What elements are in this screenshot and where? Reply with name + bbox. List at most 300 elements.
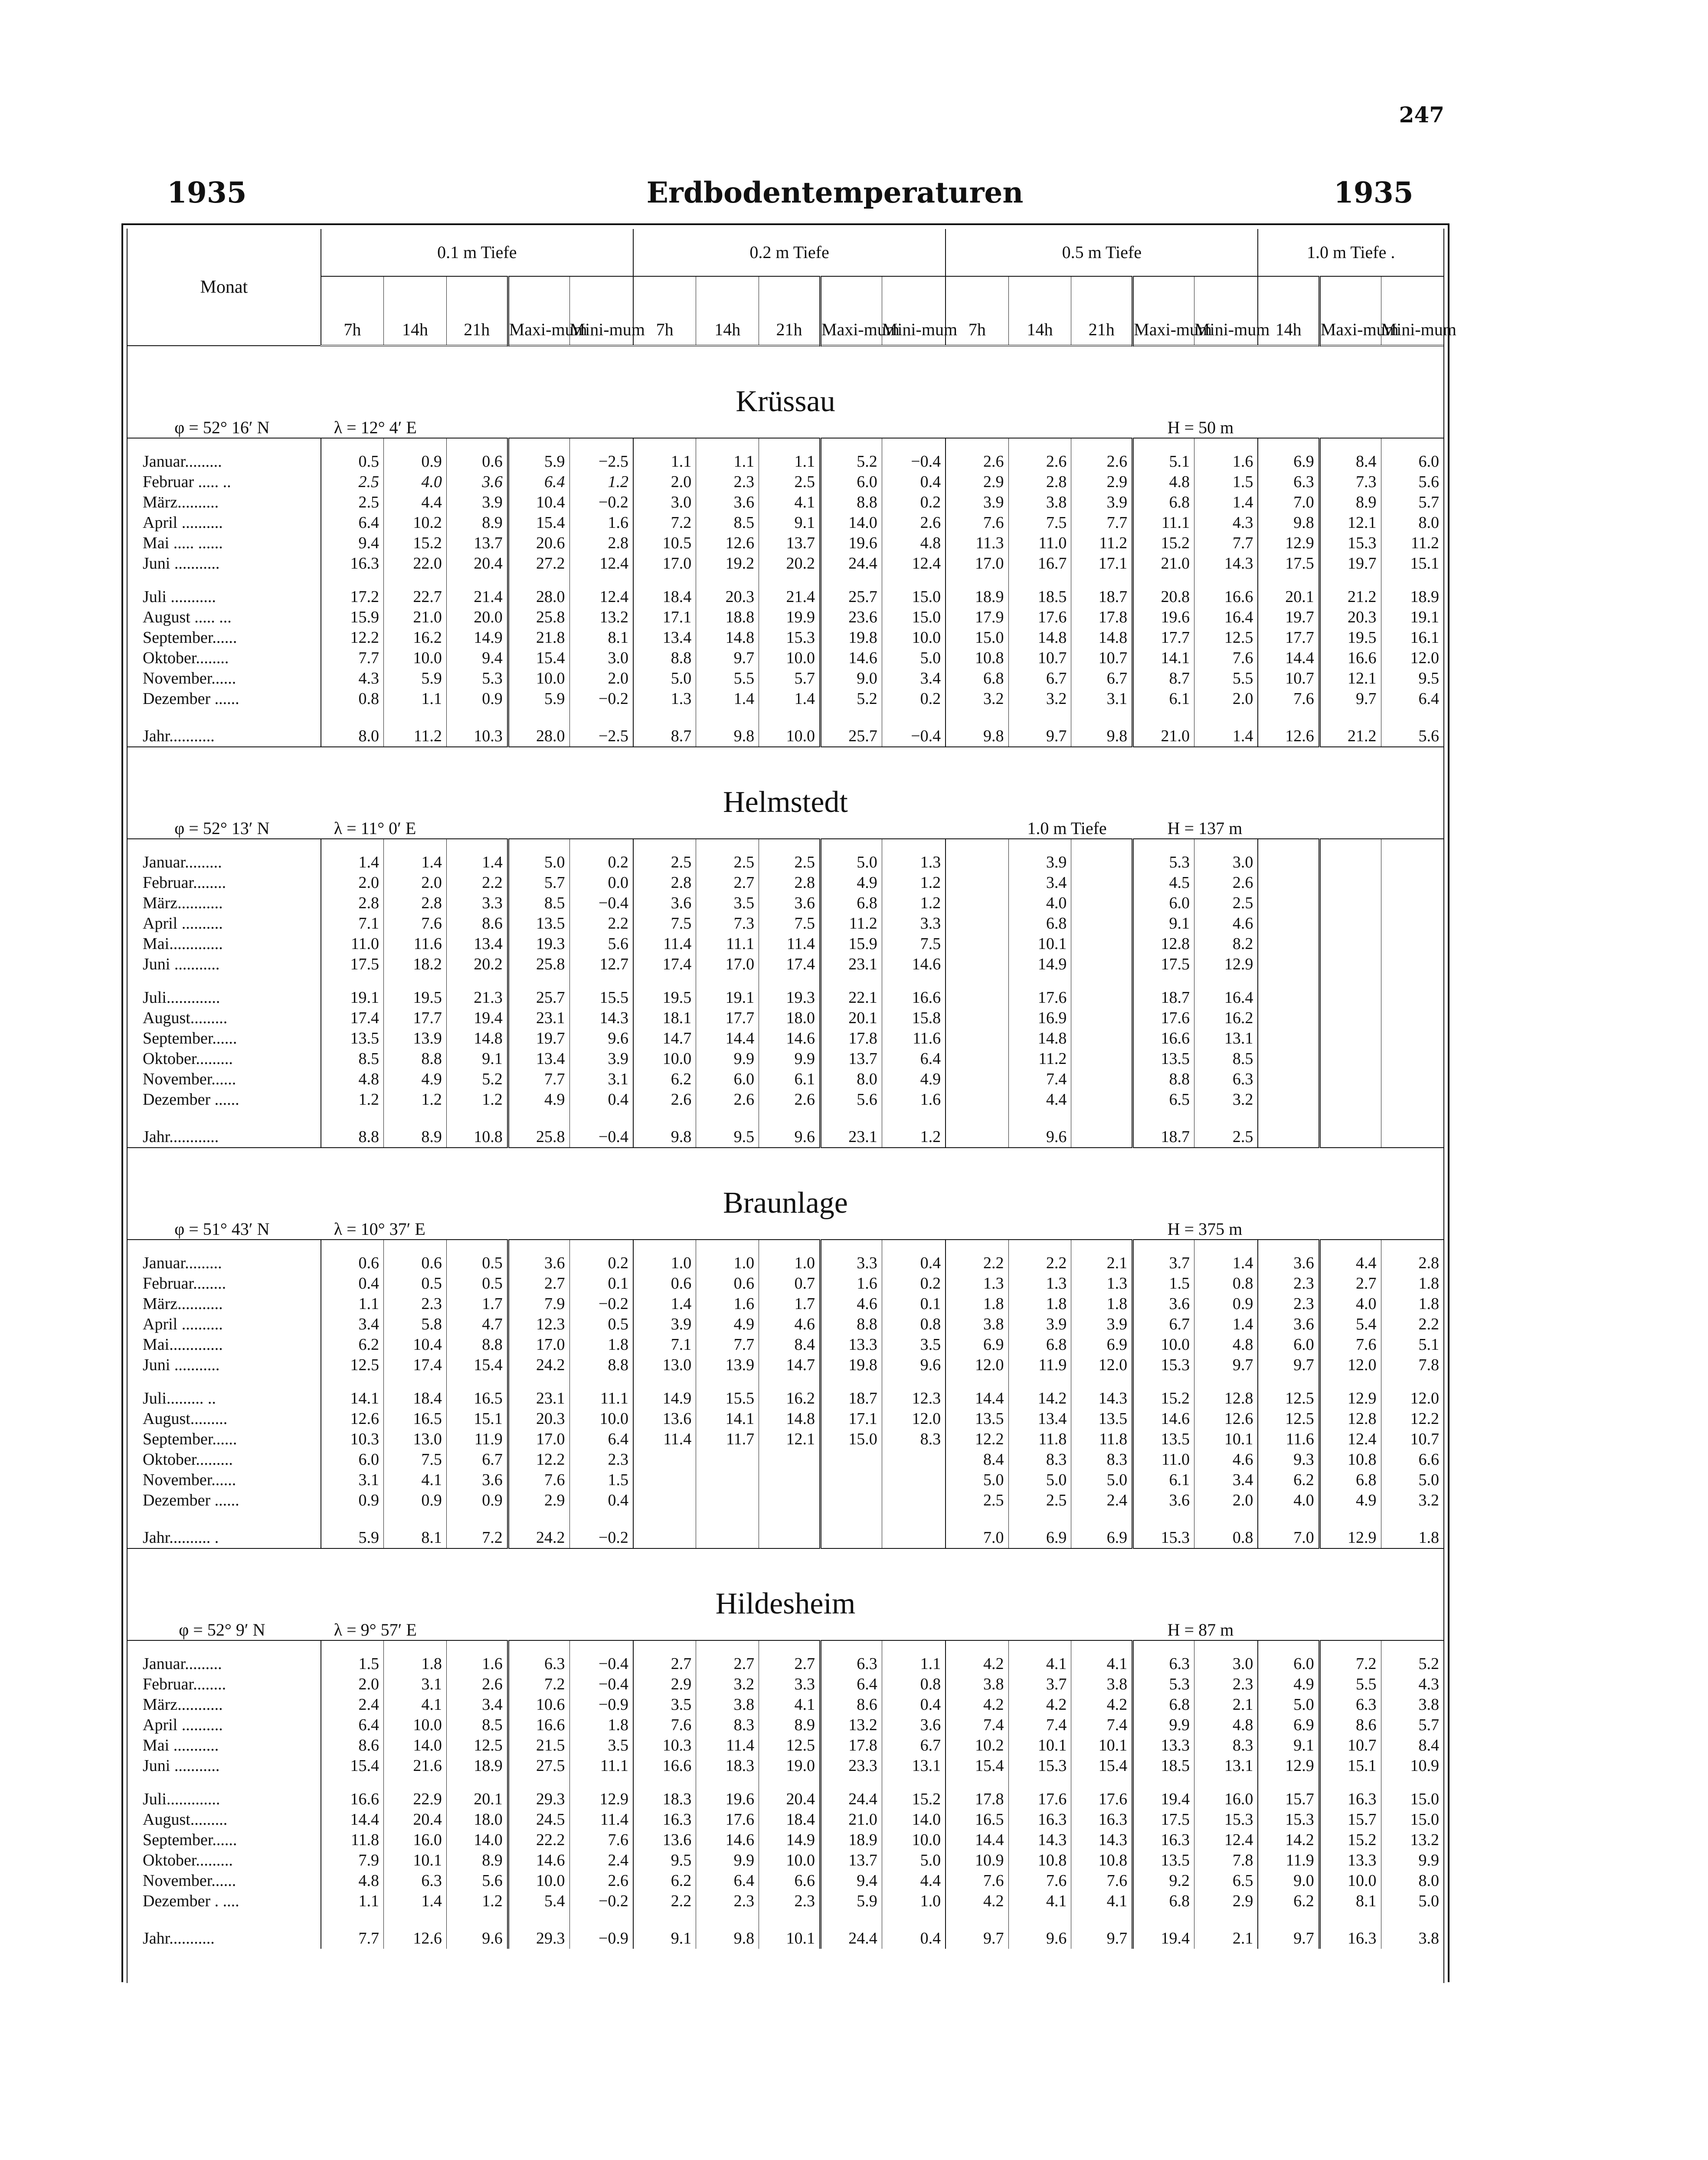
value-cell [882, 1450, 946, 1470]
spacer-cell [696, 1110, 759, 1123]
value-cell: 10.5 [633, 533, 696, 553]
spacer-cell [1071, 1110, 1133, 1123]
value-cell: −0.9 [569, 1695, 633, 1715]
value-cell: 10.2 [384, 513, 447, 533]
spacer-cell [1008, 975, 1071, 988]
value-cell: 19.1 [1410, 608, 1439, 626]
value-cell: 20.3 [1319, 607, 1381, 628]
value-cell: 16.3 [1008, 1810, 1071, 1830]
spacer-cell [508, 574, 569, 587]
value-cell [696, 1470, 759, 1490]
value-cell: 4.9 [508, 1090, 569, 1110]
value-cell: 4.1 [759, 492, 821, 513]
value-cell [946, 1008, 1008, 1028]
value-cell: 12.9 [1258, 533, 1319, 553]
value-cell: 8.1 [384, 1524, 447, 1548]
value-cell: 12.6 [1258, 722, 1319, 747]
month-label: Dezember . .... [128, 1891, 321, 1911]
value-cell [946, 988, 1008, 1008]
value-cell: 8.4 [1319, 452, 1381, 472]
value-cell: 3.9 [446, 492, 508, 513]
value-cell: 2.6 [946, 452, 1008, 472]
spacer-cell [882, 1776, 946, 1789]
value-cell: 11.4 [569, 1810, 633, 1830]
value-cell: 7.6 [946, 513, 1008, 533]
value-cell: 12.1 [1319, 513, 1381, 533]
value-cell: 23.1 [508, 1008, 569, 1028]
value-cell: 14.4 [696, 1028, 759, 1049]
value-cell: 15.0 [946, 628, 1008, 648]
month-label: Jahr........... [128, 722, 321, 747]
spacer-cell [128, 1375, 321, 1388]
value-cell: 8.5 [446, 1715, 508, 1735]
table-row [128, 954, 1443, 975]
value-cell: 9.8 [696, 722, 759, 747]
value-cell: 6.4 [321, 513, 384, 533]
value-cell: 3.2 [1008, 689, 1071, 709]
spacer-cell [759, 1640, 821, 1654]
value-cell: −0.4 [882, 452, 946, 472]
spacer-cell [696, 438, 759, 452]
value-cell [1071, 988, 1133, 1008]
value-cell: 9.8 [633, 1123, 696, 1148]
spacer-cell [820, 1375, 882, 1388]
spacer-cell [446, 438, 508, 452]
value-cell: 6.1 [1133, 1470, 1194, 1490]
value-cell: 9.7 [1071, 1924, 1133, 1949]
value-cell: 24.4 [820, 1924, 882, 1949]
value-cell: 5.2 [820, 689, 882, 709]
spacer-cell [1381, 975, 1443, 988]
month-label: Juli............. [128, 988, 321, 1008]
value-cell: 12.3 [882, 1388, 946, 1409]
value-cell: 14.3 [1194, 553, 1258, 574]
spacer-cell [569, 1640, 633, 1654]
station-height: H = 375 m [1133, 1213, 1443, 1240]
value-cell: 16.6 [321, 1789, 384, 1810]
value-cell: 12.0 [1410, 649, 1439, 667]
table-row [128, 533, 1443, 553]
value-cell: 12.9 [1319, 1524, 1381, 1548]
value-cell: 5.7 [1418, 1716, 1439, 1734]
value-cell: 2.3 [1258, 1294, 1319, 1314]
value-cell: 2.3 [696, 472, 759, 492]
table-row [128, 1470, 1443, 1490]
value-cell: 14.9 [633, 1388, 696, 1409]
value-cell: 10.7 [1410, 1430, 1439, 1448]
value-cell: 3.7 [1008, 1674, 1071, 1695]
value-cell: 1.4 [1194, 492, 1258, 513]
value-cell: 15.2 [1319, 1830, 1381, 1850]
spacer-cell [1381, 1640, 1443, 1654]
spacer-cell [569, 709, 633, 722]
value-cell: 6.9 [1008, 1524, 1071, 1548]
value-cell: 6.2 [1258, 1891, 1319, 1911]
month-label: Mai............. [128, 1335, 321, 1355]
spacer-row [128, 1375, 1443, 1388]
value-cell: 12.9 [1319, 1388, 1381, 1409]
value-cell: 0.4 [882, 472, 946, 492]
value-cell: 25.7 [820, 722, 882, 747]
depth-header-0-5m: 0.5 m Tiefe [946, 229, 1258, 276]
value-cell: 6.7 [882, 1735, 946, 1756]
value-cell: 2.6 [882, 513, 946, 533]
month-label: November...... [128, 1470, 321, 1490]
spacer-cell [1008, 709, 1071, 722]
value-cell: 29.3 [508, 1924, 569, 1949]
value-cell: 9.9 [759, 1049, 821, 1069]
value-cell: 7.5 [633, 913, 696, 934]
value-cell: 1.8 [946, 1294, 1008, 1314]
station-height: H = 137 m [1133, 812, 1443, 839]
value-cell: 2.1 [1194, 1695, 1258, 1715]
value-cell: 20.1 [1258, 587, 1319, 607]
spacer-cell [882, 1375, 946, 1388]
value-cell: 16.9 [1008, 1008, 1071, 1028]
value-cell [1258, 1090, 1319, 1110]
value-cell: 0.9 [1194, 1294, 1258, 1314]
value-cell: 6.9 [1258, 452, 1319, 472]
value-cell: 2.8 [321, 893, 384, 913]
month-label: Oktober........ [128, 648, 321, 668]
value-cell: 12.6 [696, 533, 759, 553]
spacer-cell [759, 438, 821, 452]
value-cell [1381, 1069, 1443, 1090]
value-cell: 2.5 [321, 472, 384, 492]
value-cell: 10.3 [321, 1429, 384, 1450]
value-cell: 3.0 [633, 492, 696, 513]
spacer-cell [384, 1511, 447, 1524]
value-cell: 1.8 [569, 1715, 633, 1735]
value-cell: 4.1 [759, 1695, 821, 1715]
value-cell: 25.7 [508, 988, 569, 1008]
value-cell: 8.7 [633, 722, 696, 747]
value-cell: 25.7 [820, 587, 882, 607]
value-cell: 24.4 [820, 1789, 882, 1810]
value-cell: 20.6 [508, 533, 569, 553]
value-cell [1258, 934, 1319, 954]
value-cell: −0.2 [569, 1294, 633, 1314]
value-cell [1319, 1123, 1381, 1148]
value-cell: 11.4 [759, 934, 821, 954]
spacer-cell [569, 1911, 633, 1924]
value-cell: 15.3 [759, 628, 821, 648]
spacer-cell [946, 1375, 1008, 1388]
value-cell: 13.1 [1194, 1028, 1258, 1049]
value-cell: 12.5 [1194, 628, 1258, 648]
spacer-cell [1381, 839, 1443, 852]
value-cell: 6.4 [882, 1049, 946, 1069]
value-cell: 10.0 [1319, 1871, 1381, 1891]
value-cell: 11.0 [1133, 1450, 1194, 1470]
value-cell: 14.7 [633, 1028, 696, 1049]
value-cell: 16.4 [1194, 988, 1258, 1008]
col-header-g3-min: Mini-mum [1194, 276, 1258, 346]
spacer-cell [1194, 1375, 1258, 1388]
month-label: Juni ........... [128, 1756, 321, 1776]
value-cell: 10.0 [384, 648, 447, 668]
value-cell: 8.0 [1418, 514, 1439, 532]
value-cell: 14.4 [321, 1810, 384, 1830]
value-cell: 19.7 [1258, 607, 1319, 628]
month-label: Juli......... .. [128, 1388, 321, 1409]
value-cell: 7.7 [321, 648, 384, 668]
value-cell: 1.4 [321, 852, 384, 873]
spacer-cell [128, 709, 321, 722]
value-cell [1381, 934, 1443, 954]
value-cell: 12.4 [1194, 1830, 1258, 1850]
spacer-cell [633, 1511, 696, 1524]
spacer-cell [128, 574, 321, 587]
value-cell: 27.2 [508, 553, 569, 574]
spacer-row [128, 1240, 1443, 1253]
spacer-cell [446, 1375, 508, 1388]
col-header-g1-min: Mini-mum [569, 276, 633, 346]
spacer-cell [946, 1911, 1008, 1924]
spacer-cell [569, 574, 633, 587]
value-cell: 9.6 [1008, 1123, 1071, 1148]
value-cell: 6.7 [1071, 668, 1133, 689]
spacer-cell [321, 1640, 384, 1654]
spacer-cell [128, 1240, 321, 1253]
value-cell [946, 1069, 1008, 1090]
value-cell: 11.1 [1133, 513, 1194, 533]
value-cell: 7.4 [1071, 1715, 1133, 1735]
value-cell: 14.0 [820, 513, 882, 533]
value-cell: 9.0 [1258, 1871, 1319, 1891]
value-cell: 6.5 [1133, 1090, 1194, 1110]
value-cell: 13.7 [820, 1850, 882, 1871]
value-cell: 1.4 [1194, 1314, 1258, 1335]
value-cell [1319, 1049, 1381, 1069]
value-cell: 0.6 [321, 1253, 384, 1273]
value-cell: 19.9 [759, 607, 821, 628]
value-cell: 17.7 [1133, 628, 1194, 648]
value-cell: 19.1 [696, 988, 759, 1008]
value-cell: 19.6 [820, 533, 882, 553]
value-cell: 3.6 [1258, 1314, 1319, 1335]
value-cell: 0.9 [384, 452, 447, 472]
value-cell: 25.8 [508, 1123, 569, 1148]
value-cell: 2.1 [1194, 1924, 1258, 1949]
value-cell: 23.3 [820, 1756, 882, 1776]
value-cell: 1.2 [321, 1090, 384, 1110]
value-cell: 15.3 [1008, 1756, 1071, 1776]
value-cell: 10.1 [1194, 1429, 1258, 1450]
value-cell: 7.2 [446, 1524, 508, 1548]
month-label: April .......... [128, 513, 321, 533]
value-cell: 6.3 [384, 1871, 447, 1891]
value-cell: 17.7 [1258, 628, 1319, 648]
value-cell: 14.4 [946, 1830, 1008, 1850]
value-cell: 15.1 [1410, 554, 1439, 573]
spacer-cell [446, 1110, 508, 1123]
value-cell: −0.4 [569, 893, 633, 913]
spacer-cell [1258, 1911, 1319, 1924]
table-row [128, 492, 1443, 513]
value-cell: 17.0 [508, 1429, 569, 1450]
value-cell: 2.5 [759, 852, 821, 873]
spacer-cell [1381, 1110, 1443, 1123]
value-cell [1381, 1123, 1443, 1148]
value-cell: 2.9 [1194, 1891, 1258, 1911]
value-cell: 4.4 [1008, 1090, 1071, 1110]
value-cell: 14.7 [759, 1355, 821, 1375]
col-header-g1-max: Maxi-mum [508, 276, 569, 346]
value-cell: 15.0 [882, 587, 946, 607]
spacer-cell [321, 975, 384, 988]
value-cell: 9.5 [633, 1850, 696, 1871]
value-cell: 9.9 [1133, 1715, 1194, 1735]
value-cell: 1.2 [384, 1090, 447, 1110]
value-cell: 3.5 [633, 1695, 696, 1715]
value-cell: 1.4 [384, 852, 447, 873]
value-cell: 17.5 [1258, 553, 1319, 574]
value-cell: 18.1 [633, 1008, 696, 1028]
value-cell: 12.7 [569, 954, 633, 975]
value-cell: 2.6 [569, 1871, 633, 1891]
value-cell: 13.7 [446, 533, 508, 553]
value-cell: 2.0 [321, 873, 384, 893]
value-cell [946, 954, 1008, 975]
table-row [128, 1355, 1443, 1375]
value-cell: 7.6 [508, 1470, 569, 1490]
value-cell: 2.3 [759, 1891, 821, 1911]
spacer-row [128, 1110, 1443, 1123]
value-cell: 4.6 [759, 1314, 821, 1335]
value-cell: 10.1 [1008, 1735, 1071, 1756]
spacer-cell [882, 1110, 946, 1123]
value-cell [1319, 873, 1381, 893]
value-cell: 11.8 [1071, 1429, 1133, 1450]
value-cell: 13.5 [1133, 1429, 1194, 1450]
spacer-cell [633, 839, 696, 852]
spacer-cell [759, 839, 821, 852]
value-cell: 18.5 [1008, 587, 1071, 607]
spacer-cell [384, 839, 447, 852]
value-cell: 12.4 [569, 587, 633, 607]
value-cell: 13.1 [1194, 1756, 1258, 1776]
spacer-cell [508, 1110, 569, 1123]
value-cell: 0.4 [321, 1273, 384, 1294]
table-row [128, 1891, 1443, 1911]
value-cell: 3.6 [696, 492, 759, 513]
spacer-cell [1319, 1110, 1381, 1123]
table-row [128, 1273, 1443, 1294]
value-cell: 19.2 [696, 553, 759, 574]
value-cell: 12.6 [321, 1409, 384, 1429]
value-cell: 4.8 [1133, 472, 1194, 492]
value-cell: 13.9 [384, 1028, 447, 1049]
value-cell: 5.5 [696, 668, 759, 689]
value-cell [633, 1490, 696, 1511]
value-cell: 15.2 [1133, 533, 1194, 553]
value-cell: 6.0 [1418, 452, 1439, 471]
value-cell: 7.4 [1008, 1069, 1071, 1090]
value-cell: 14.2 [1258, 1830, 1319, 1850]
value-cell: 6.1 [759, 1069, 821, 1090]
value-cell: 22.9 [384, 1789, 447, 1810]
value-cell: 4.7 [446, 1314, 508, 1335]
table-row [128, 1654, 1443, 1674]
value-cell: 7.7 [1071, 513, 1133, 533]
spacer-cell [446, 1911, 508, 1924]
spacer-cell [946, 438, 1008, 452]
spacer-cell [384, 709, 447, 722]
value-cell: 5.0 [882, 1850, 946, 1871]
table-row [128, 607, 1443, 628]
value-cell: 16.1 [1410, 628, 1439, 647]
value-cell: 11.9 [1008, 1355, 1071, 1375]
value-cell: 8.4 [1418, 1736, 1439, 1754]
value-cell: 24.4 [820, 553, 882, 574]
spacer-cell [1319, 1375, 1381, 1388]
value-cell: 1.0 [882, 1891, 946, 1911]
value-cell: 10.8 [446, 1123, 508, 1148]
value-cell: 5.4 [1319, 1314, 1381, 1335]
value-cell: 8.8 [569, 1355, 633, 1375]
value-cell: 5.1 [1133, 452, 1194, 472]
value-cell: 5.9 [508, 452, 569, 472]
value-cell: 17.8 [1071, 607, 1133, 628]
value-cell: 11.4 [696, 1735, 759, 1756]
month-label: August ..... ... [128, 607, 321, 628]
spacer-cell [1258, 1110, 1319, 1123]
value-cell [1319, 913, 1381, 934]
value-cell: 19.5 [633, 988, 696, 1008]
value-cell: 1.3 [882, 852, 946, 873]
month-label: Juni ........... [128, 954, 321, 975]
value-cell: 8.3 [882, 1429, 946, 1450]
value-cell: 1.2 [446, 1891, 508, 1911]
value-cell: 6.0 [696, 1069, 759, 1090]
value-cell: 5.6 [569, 934, 633, 954]
spacer-cell [946, 709, 1008, 722]
value-cell: 15.1 [1319, 1756, 1381, 1776]
spacer-cell [508, 709, 569, 722]
spacer-cell [1319, 709, 1381, 722]
spacer-cell [633, 1375, 696, 1388]
spacer-cell [759, 1375, 821, 1388]
spacer-cell [759, 1911, 821, 1924]
value-cell: 7.6 [1008, 1871, 1071, 1891]
value-cell: 2.3 [569, 1450, 633, 1470]
spacer-cell [820, 438, 882, 452]
value-cell: 12.8 [1133, 934, 1194, 954]
month-label: Jahr........... [128, 1924, 321, 1949]
value-cell: 15.7 [1258, 1789, 1319, 1810]
value-cell: 5.4 [508, 1891, 569, 1911]
value-cell: 8.6 [321, 1735, 384, 1756]
value-cell: 5.6 [1418, 473, 1439, 491]
value-cell: 20.0 [446, 607, 508, 628]
spacer-cell [946, 975, 1008, 988]
value-cell: 5.0 [882, 648, 946, 668]
value-cell: 10.0 [508, 1871, 569, 1891]
spacer-cell [321, 1110, 384, 1123]
col-header-g2-max: Maxi-mum [820, 276, 882, 346]
spacer-cell [820, 709, 882, 722]
value-cell: 15.4 [946, 1756, 1008, 1776]
value-cell: 3.8 [946, 1674, 1008, 1695]
value-cell: 4.8 [1194, 1335, 1258, 1355]
spacer-cell [1071, 1511, 1133, 1524]
spacer-cell [1381, 1776, 1443, 1789]
value-cell: 3.8 [946, 1314, 1008, 1335]
value-cell: 9.1 [446, 1049, 508, 1069]
value-cell: 7.6 [1194, 648, 1258, 668]
value-cell: 6.3 [1133, 1654, 1194, 1674]
